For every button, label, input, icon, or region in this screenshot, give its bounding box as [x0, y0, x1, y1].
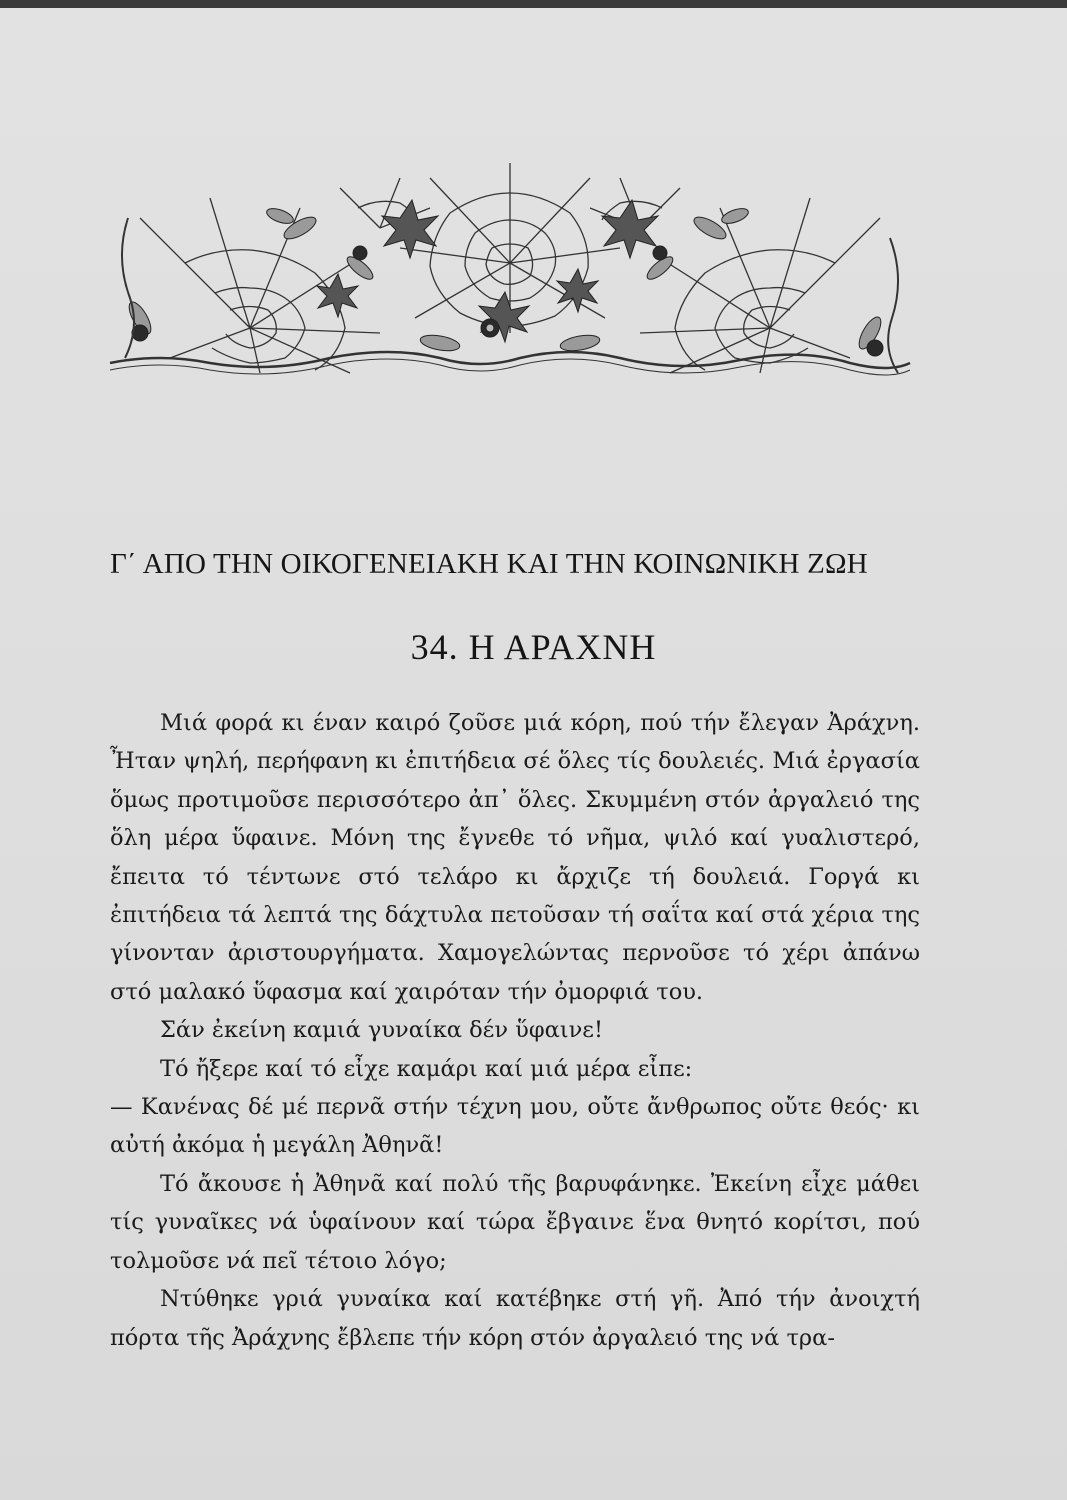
scan-top-edge — [0, 0, 1067, 8]
paragraph: Μιά φορά κι έναν καιρό ζοῦσε μιά κόρη, πού τήν ἔλεγαν Ἀράχνη. Ἦταν ψηλή, περήφανη κι ἐπιτήδεια σέ ὅλες τίς δουλειές. Μιά ἐργασία ὅμως προτιμοῦσε περισσότερο ἀπ᾽ ὅλες. Σκυμμένη στόν ἀργαλειό της ὅλη μέρα ὕφαινε. Μόνη της ἔγνεθε τό νῆμα, ψιλό καί γυαλιστερό, ἔπειτα τό τέντωνε στό τελάρο κι ἄρχιζε τή δουλειά. Γοργά κι ἐπιτήδεια τά λεπτά της δάχτυλα πετοῦσαν τή σαΐτα καί στά χέρια της γίνονταν ἀριστουργήματα. Χαμογελώντας περνοῦσε τό χέρι ἀπάνω στό μαλακό ὕφασμα καί χαιρόταν τήν ὀμορφιά του. — [110, 710, 920, 1005]
paragraph: Τό ἄκουσε ἡ Ἀθηνᾶ καί πολύ τῆς βαρυφάνηκε. Ἐκείνη εἶχε μάθει τίς γυναῖκες νά ὑφαίνουν καί τώρα ἔβγαινε ἕνα θνητό κορίτσι, πού τολμοῦσε νά πεῖ τέτοιο λόγο; — [110, 1170, 920, 1274]
dialogue-paragraph: — Κανένας δέ μέ περνᾶ στήν τέχνη μου, οὔτε ἄνθρωπος οὔτε θεός· κι αὐτή ἀκόμα ἡ μεγάλη Ἀθηνᾶ! — [110, 1094, 920, 1159]
story-body — [110, 704, 920, 1357]
paragraph: Σάν ἐκείνη καμιά γυναίκα δέν ὕφαινε! — [160, 1017, 603, 1044]
story-title: 34. Η ΑΡΑΧΝΗ — [410, 627, 657, 667]
paragraph: Ντύθηκε γριά γυναίκα καί κατέβηκε στή γῆ. Ἀπό τήν ἀνοιχτή πόρτα τῆς Ἀράχνης ἔβλεπε τήν κόρη στόν ἀργαλειό της νά τρα- — [110, 1286, 920, 1351]
spiderweb-flower-ornament-icon — [100, 158, 915, 393]
paragraph: Τό ἤξερε καί τό εἶχε καμάρι καί μιά μέρα εἶπε: — [160, 1055, 693, 1082]
book-page — [0, 8, 1067, 1500]
section-heading: Γ΄ ΑΠΟ ΤΗΝ ΟΙΚΟΓΕΝΕΙΑΚΗ ΚΑΙ ΤΗΝ ΚΟΙΝΩΝΙΚΗ ΖΩΗ — [110, 548, 868, 580]
